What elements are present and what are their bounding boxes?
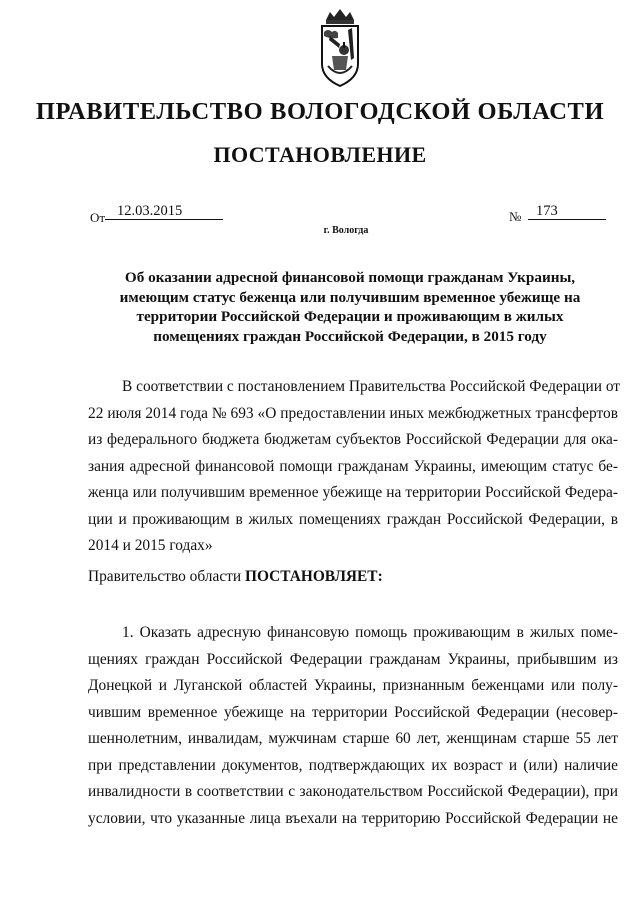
subject-line: территории Российской Федерации и проживающим в жилых [136, 308, 564, 325]
city-label: г. Вологда [323, 225, 369, 236]
date-label: От [90, 210, 106, 225]
paragraph-line: ции и проживающим в жилых помещениях граждан Российской Федерации, в [88, 510, 618, 528]
subject-line: помещениях граждан Российской Федерации, в 2015 году [153, 327, 547, 345]
paragraph-line: В соответствии с постановлением Правительства Российской Федерации от [122, 378, 621, 395]
preamble-paragraph [88, 374, 621, 560]
organization-title: ПРАВИТЕЛЬСТВО ВОЛОГОДСКОЙ ОБЛАСТИ [35, 98, 605, 125]
paragraph-line: из федерального бюджета бюджетам субъектов Российской Федерации для ока- [88, 431, 618, 448]
date-value: 12.03.2015 [105, 203, 223, 220]
resolution-prefix: Правительство области [88, 568, 242, 585]
paragraph-line: шеннолетним, инвалидам, мужчинам старше 60 лет, женщинам старше 55 лет [88, 730, 618, 747]
subject-line: имеющим статус беженца или получившим временное убежище на [119, 288, 581, 306]
document-subject [70, 268, 630, 346]
paragraph-line: чившим временное убежище на территории Российской Федерации (несовер- [88, 703, 618, 721]
paragraph-line: условии, что указанные лица въехали на территорию Российской Федерации не [88, 809, 618, 827]
paragraph-line: при представлении документов, подтверждающих их возраст и (или) наличие [88, 756, 618, 774]
paragraph-line: 1. Оказать адресную финансовую помощь проживающим в жилых поме- [122, 624, 618, 641]
paragraph-line: Донецкой и Луганской областей Украины, признанным беженцами или полу- [88, 677, 618, 694]
paragraph-line: женца или получившим временное убежище на территории Российской Федера- [88, 484, 618, 501]
paragraph-line: 2014 и 2015 годах» [88, 537, 213, 554]
resolution-line [88, 564, 618, 591]
number-value: 173 [528, 203, 606, 220]
paragraph-line: щениях граждан Российской Федерации гражданам Украины, прибывшим из [88, 650, 618, 668]
coat-of-arms-emblem [318, 6, 362, 92]
paragraph-line: инвалидности в соответствии с законодательством Российской Федерации), при [88, 783, 618, 800]
paragraph-line: зания адресной финансовой помощи гражданам Украины, имеющим статус бе- [88, 457, 618, 475]
clause-1-paragraph [88, 620, 618, 832]
subject-line: Об оказании адресной финансовой помощи гражданам Украины, [124, 269, 576, 286]
number-label: № [509, 209, 522, 224]
document-type-title: ПОСТАНОВЛЕНИЕ [213, 142, 427, 167]
paragraph-line: 22 июля 2014 года № 693 «О предоставлении иных межбюджетных трансфертов [88, 404, 618, 422]
resolution-keyword: ПОСТАНОВЛЯЕТ: [244, 568, 383, 585]
